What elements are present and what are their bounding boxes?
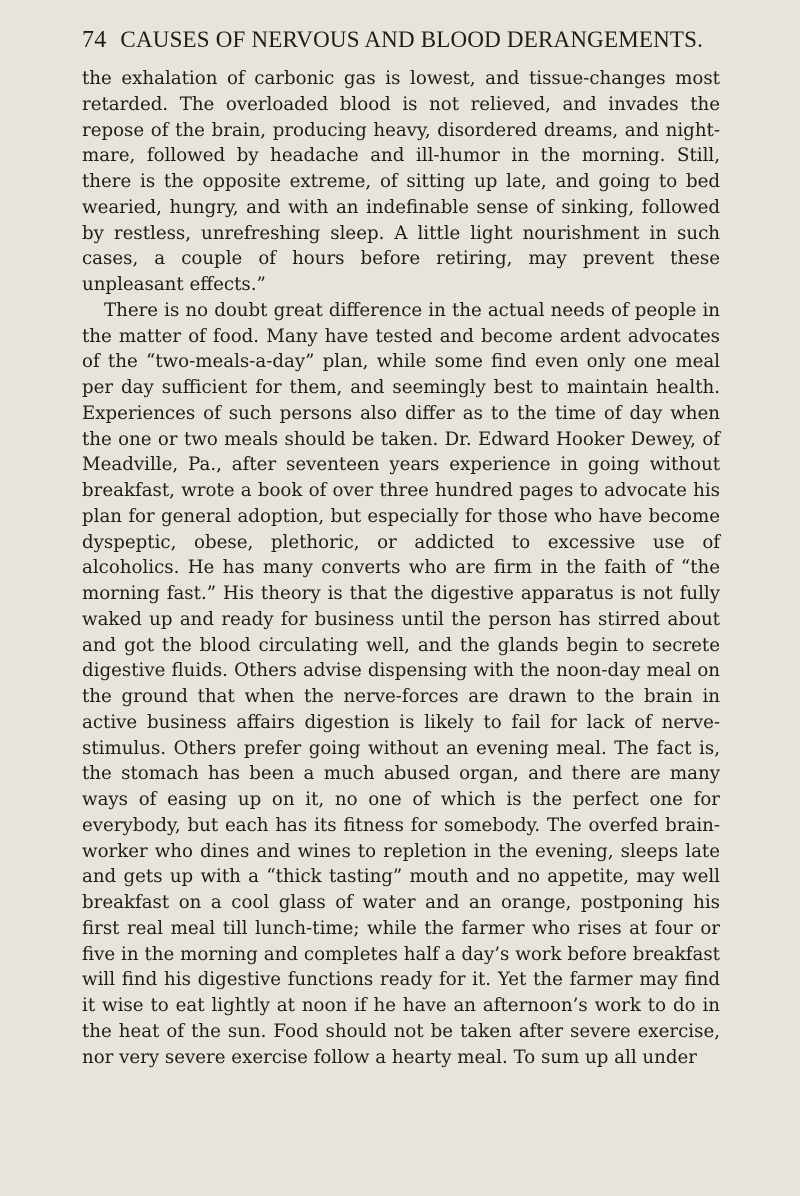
- chapter-title: CAUSES OF NERVOUS AND BLOOD DERANGEMENTS.: [120, 27, 704, 52]
- paragraph-2: There is no doubt great difference in the actual needs of people in the matter of food. Many have tested and become ardent advocates of the “two-meals-a-day” plan, while some find even only one meal per day sufficient for them, and seemingly best to maintain health. Experiences of such persons also differ as to the time of day when the one or two meals should be taken. Dr. Edward Hooker Dewey, of Meadville, Pa., after seventeen years experience in going without breakfast, wrote a book of over three hundred pages to advocate his plan for general adoption, but especially for those who have become dyspeptic, obese, plethoric, or addicted to excessive use of alcoholics. He has many converts who are firm in the faith of “the morning fast.” His theory is that the digestive apparatus is not fully waked up and ready for business until the person has stirred about and got the blood circulating well, and the glands begin to secrete digestive fluids. Others advise dispensing with the noon-day meal on the ground that when the nerve-forces are drawn to the brain in active business affairs digestion is likely to fail for lack of nerve-stimulus. Others prefer going without an evening meal. The fact is, the stomach has been a much abused organ, and there are many ways of easing up on it, no one of which is the perfect one for everybody, but each has its fitness for somebody. The overfed brain-worker who dines and wines to repletion in the evening, sleeps late and gets up with a “thick tasting” mouth and no appetite, may well breakfast on a cool glass of water and an orange, postponing his first real meal till lunch-time; while the farmer who rises at four or five in the morning and completes half a day’s work before breakfast will find his digestive functions ready for it. Yet the farmer may find it wise to eat lightly at noon if he have an afternoon’s work to do in the heat of the sun. Food should not be taken after severe exercise, nor very severe exercise follow a hearty meal. To sum up all under: [82, 299, 720, 1068]
- page-number: 74: [82, 27, 107, 53]
- paragraph-1: the exhalation of carbonic gas is lowest, and tissue-changes most retarded. The overloaded blood is not relieved, and invades the repose of the brain, producing heavy, disordered dreams, and night-mare, followed by headache and ill-humor in the morning. Still, there is the opposite extreme, of sitting up late, and going to bed wearied, hungry, and with an indefinable sense of sinking, followed by restless, unrefreshing sleep. A little light nourishment in such cases, a couple of hours before retiring, may prevent these unpleasant effects.”: [82, 68, 720, 295]
- body-text: [82, 66, 720, 1070]
- running-head: [82, 28, 720, 52]
